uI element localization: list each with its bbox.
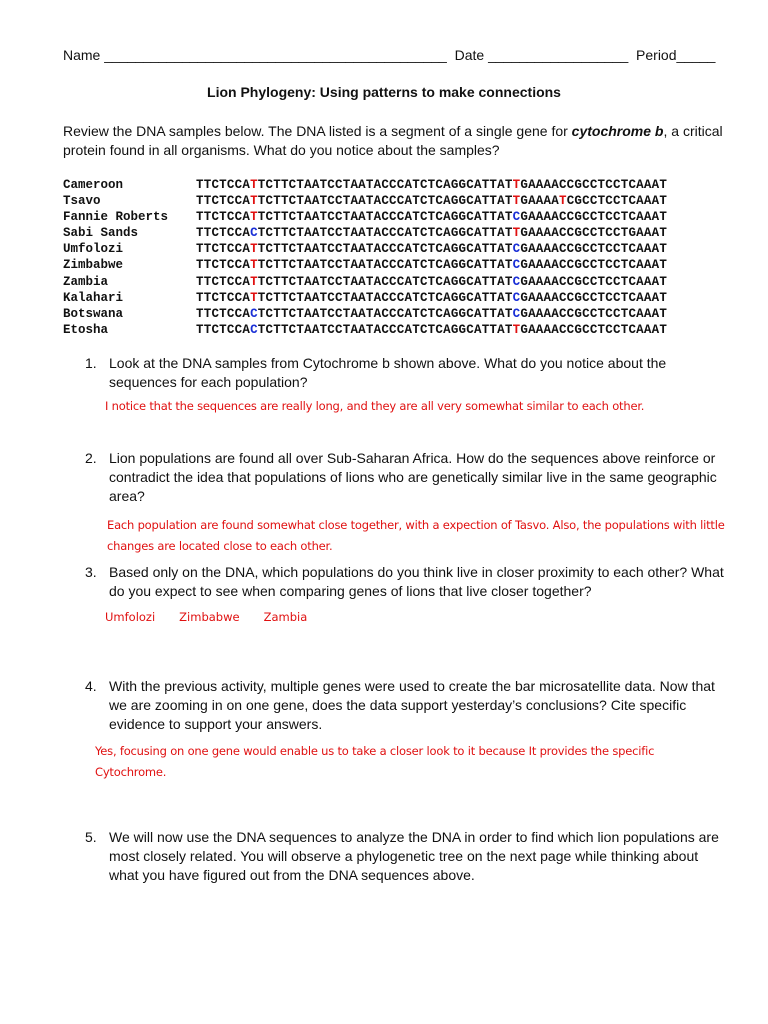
- dna-sequence: [196, 322, 667, 338]
- population-name: Fannie Roberts: [63, 210, 169, 225]
- highlighted-base: T: [558, 194, 567, 209]
- population-name: Etosha: [63, 322, 109, 337]
- question-number: 1.: [85, 355, 97, 371]
- question-text: With the previous activity, multiple genes were used to create the bar microsatellite data. Now that we are zooming in on one gene, does the data support yesterday’s conclusions? Cite specific evidence to support your answers.: [109, 678, 715, 732]
- population-name: Sabi Sands: [63, 226, 139, 241]
- dna-sample-row: [63, 177, 667, 193]
- page-title: Lion Phylogeny: Using patterns to make connections: [207, 84, 561, 100]
- dna-sequence: [196, 177, 667, 193]
- question-number: 4.: [85, 678, 97, 694]
- dna-sequence: [196, 257, 667, 273]
- highlighted-base: C: [250, 306, 258, 321]
- sequence-segment: TTCTCCA: [196, 194, 251, 209]
- sequence-segment: TCTTCTAATCCTAATACCCATCTCAGGCATTAT: [257, 306, 513, 321]
- sequence-segment: GAAAACCGCCTCCTCAAAT: [520, 178, 668, 192]
- name-blank: ____________________________________________: [104, 47, 447, 63]
- period-blank: _____: [676, 47, 716, 63]
- sequence-segment: GAAAACCGCCTCCTCAAAT: [520, 242, 668, 257]
- highlighted-base: C: [250, 322, 258, 337]
- sequence-segment: TCTTCTAATCCTAATACCCATCTCAGGCATTAT: [257, 210, 513, 225]
- question-number: 3.: [85, 564, 97, 580]
- dna-sample-row: [63, 257, 667, 273]
- question-text: We will now use the DNA sequences to analyze the DNA in order to find which lion populations are most closely related. You will observe a phylogenetic tree on the next page while thinking about what you have figured out from the DNA sequences above.: [109, 829, 719, 883]
- question-4: [85, 677, 725, 734]
- answer-1: I notice that the sequences are really long, and they are all very somewhat similar to each other.: [105, 399, 645, 413]
- date-label: Date: [454, 47, 485, 63]
- sequence-segment: TTCTCCA: [196, 242, 251, 257]
- sequence-segment: TCTTCTAATCCTAATACCCATCTCAGGCATTAT: [257, 242, 513, 257]
- question-number: 5.: [85, 829, 97, 845]
- intro-after: , a critical protein found in all organisms. What do you notice about the samples?: [63, 123, 723, 158]
- population-name: Kalahari: [63, 290, 124, 305]
- date-blank: __________________: [488, 47, 629, 63]
- period-label: Period: [636, 47, 677, 63]
- answer-3: [105, 610, 307, 624]
- sequence-segment: TTCTCCA: [196, 290, 251, 305]
- answer-4: Yes, focusing on one gene would enable us to take a closer look to it because It provides the specific Cytochrome.: [95, 744, 655, 779]
- dna-sample-table: [63, 177, 667, 338]
- sequence-segment: GAAAACCGCCTCCTGAAAT: [520, 226, 668, 241]
- dna-sample-row: [63, 274, 667, 290]
- answer-3-item: Zambia: [263, 610, 308, 624]
- sequence-segment: TTCTCCA: [196, 210, 251, 225]
- sequence-segment: GAAAACCGCCTCCTCAAAT: [520, 258, 668, 273]
- question-5: [85, 828, 725, 885]
- dna-sequence: [196, 225, 667, 241]
- highlighted-base: T: [250, 290, 258, 305]
- dna-sample-row: [63, 290, 667, 306]
- dna-sample-row: [63, 322, 667, 338]
- highlighted-base: T: [250, 258, 258, 273]
- sequence-segment: GAAAA: [520, 194, 559, 209]
- dna-sequence: [196, 274, 667, 290]
- sequence-segment: TCTTCTAATCCTAATACCCATCTCAGGCATTAT: [257, 194, 513, 209]
- sequence-segment: CGCCTCCTCAAAT: [566, 194, 668, 209]
- population-name: Botswana: [63, 306, 124, 321]
- population-name: Umfolozi: [63, 242, 124, 257]
- sequence-segment: TCTTCTAATCCTAATACCCATCTCAGGCATTAT: [257, 274, 513, 289]
- highlighted-base: T: [250, 242, 258, 257]
- question-number: 2.: [85, 450, 97, 466]
- dna-sequence: [196, 241, 667, 257]
- dna-sequence: [196, 306, 667, 322]
- sequence-segment: TTCTCCA: [196, 258, 251, 273]
- dna-sample-row: [63, 225, 667, 241]
- highlighted-base: T: [512, 178, 521, 192]
- sequence-segment: TCTTCTAATCCTAATACCCATCTCAGGCATTAT: [257, 258, 513, 273]
- highlighted-base: C: [512, 306, 521, 321]
- dna-sequence: [196, 209, 667, 225]
- header-line: [63, 47, 715, 63]
- sequence-segment: TCTTCTAATCCTAATACCCATCTCAGGCATTAT: [257, 322, 513, 337]
- highlighted-base: C: [512, 210, 521, 225]
- name-label: Name: [63, 47, 101, 63]
- question-text: Based only on the DNA, which populations do you think live in closer proximity to each other? What do you expect to see when comparing genes of lions that live closer together?: [109, 564, 724, 599]
- answer-2: Each population are found somewhat close together, with a expection of Tasvo. Also, the populations with little changes are located close to each other.: [107, 518, 725, 553]
- highlighted-base: T: [512, 226, 521, 241]
- sequence-segment: GAAAACCGCCTCCTCAAAT: [520, 322, 668, 337]
- sequence-segment: GAAAACCGCCTCCTCAAAT: [520, 210, 668, 225]
- intro-before: Review the DNA samples below. The DNA listed is a segment of a single gene for: [63, 123, 572, 139]
- sequence-segment: TCTTCTAATCCTAATACCCATCTCAGGCATTAT: [257, 178, 513, 192]
- sequence-segment: TTCTCCA: [196, 274, 251, 289]
- highlighted-base: T: [250, 274, 258, 289]
- dna-sequence: [196, 193, 667, 209]
- population-name: Tsavo: [63, 194, 101, 209]
- answer-3-item: Zimbabwe: [179, 610, 240, 624]
- sequence-segment: GAAAACCGCCTCCTCAAAT: [520, 274, 668, 289]
- highlighted-base: C: [250, 226, 258, 241]
- question-text: Look at the DNA samples from Cytochrome b shown above. What do you notice about the sequences for each population?: [109, 355, 667, 390]
- highlighted-base: T: [512, 322, 521, 337]
- sequence-segment: TTCTCCA: [196, 306, 251, 321]
- question-text: Lion populations are found all over Sub-Saharan Africa. How do the sequences above reinforce or contradict the idea that populations of lions who are genetically similar live in the same geographic area?: [109, 450, 717, 504]
- highlighted-base: T: [250, 194, 258, 209]
- highlighted-base: C: [512, 258, 521, 273]
- question-1: [85, 354, 725, 392]
- sequence-segment: TCTTCTAATCCTAATACCCATCTCAGGCATTAT: [257, 226, 513, 241]
- highlighted-base: T: [250, 178, 258, 192]
- question-3: [85, 563, 725, 601]
- dna-sample-row: [63, 209, 667, 225]
- sequence-segment: TTCTCCA: [196, 178, 251, 192]
- highlighted-base: C: [512, 274, 521, 289]
- sequence-segment: GAAAACCGCCTCCTCAAAT: [520, 306, 668, 321]
- population-name: Zimbabwe: [63, 258, 124, 273]
- dna-sample-row: [63, 241, 667, 257]
- dna-sample-row: [63, 306, 667, 322]
- dna-sequence: [196, 290, 667, 306]
- highlighted-base: T: [512, 194, 521, 209]
- highlighted-base: T: [250, 210, 258, 225]
- intro-emphasis: cytochrome b: [571, 123, 664, 139]
- population-name: Cameroon: [63, 178, 124, 192]
- highlighted-base: C: [512, 290, 521, 305]
- question-2: [85, 449, 725, 506]
- highlighted-base: C: [512, 242, 521, 257]
- population-name: Zambia: [63, 274, 109, 289]
- sequence-segment: GAAAACCGCCTCCTCAAAT: [520, 290, 668, 305]
- sequence-segment: TTCTCCA: [196, 322, 251, 337]
- intro-paragraph: [63, 122, 743, 160]
- sequence-segment: TTCTCCA: [196, 226, 251, 241]
- answer-3-item: Umfolozi: [105, 610, 156, 624]
- sequence-segment: TCTTCTAATCCTAATACCCATCTCAGGCATTAT: [257, 290, 513, 305]
- dna-sample-row: [63, 193, 667, 209]
